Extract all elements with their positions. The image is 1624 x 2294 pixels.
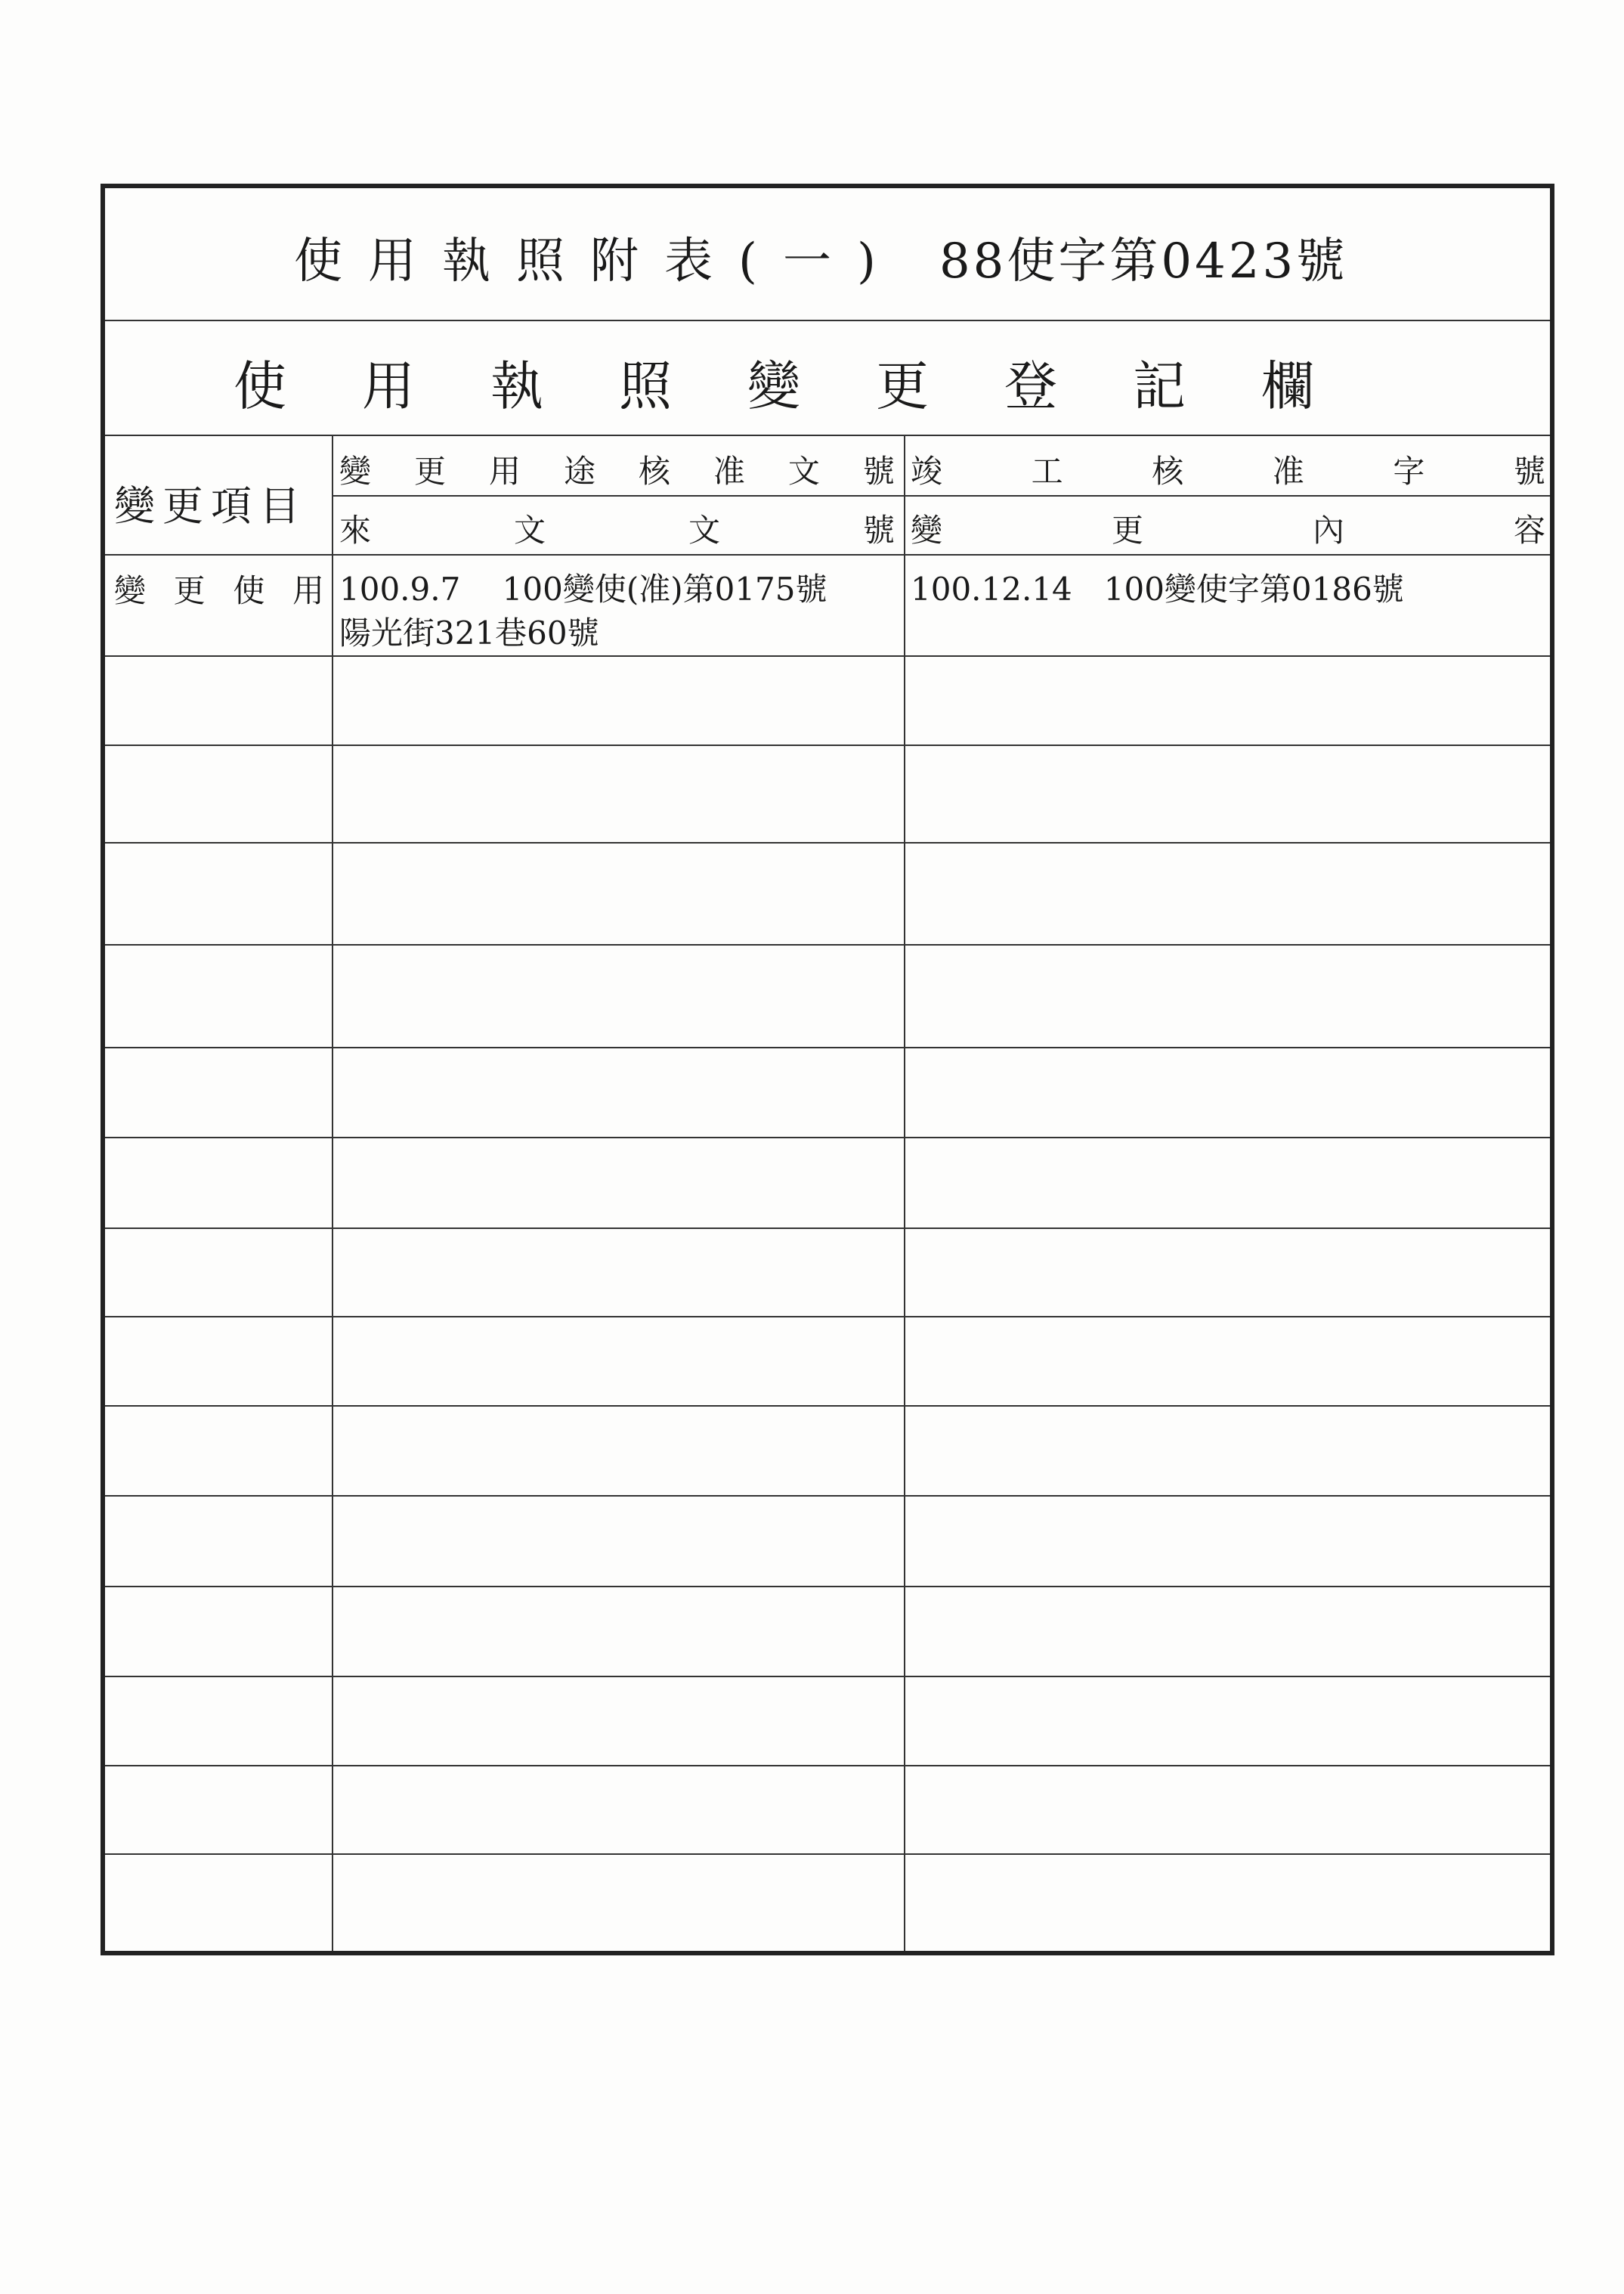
approval-no-char: 更 <box>413 453 446 490</box>
row-item-change-use <box>114 566 324 611</box>
column-header-item: 變更項目 <box>114 482 308 530</box>
change-use-char: 用 <box>292 572 324 609</box>
row-divider <box>105 1853 1550 1855</box>
title-row <box>105 188 1550 321</box>
change-use-char: 更 <box>173 572 206 609</box>
row-divider <box>105 1137 1550 1138</box>
column-header-approval-no <box>339 447 895 492</box>
incoming-no-char: 來 <box>339 512 372 549</box>
section-heading: 使用執照變更登記欄 <box>234 355 1390 417</box>
row-divider <box>105 842 1550 844</box>
change-content-char: 變 <box>911 512 943 549</box>
completion-no-char: 准 <box>1272 453 1304 490</box>
approval-no-char: 核 <box>638 453 670 490</box>
completion-no-char: 工 <box>1031 453 1063 490</box>
page-title <box>294 222 1347 292</box>
row-divider <box>105 944 1550 946</box>
row-divider <box>105 1047 1550 1048</box>
completion-no-char: 號 <box>1513 453 1545 490</box>
approval-no-char: 號 <box>862 453 895 490</box>
approval-no-char: 用 <box>488 453 521 490</box>
row-divider <box>105 1227 1550 1229</box>
license-number: 88使字第0423號 <box>939 234 1348 289</box>
column-header-incoming-no <box>339 506 895 551</box>
change-content-char: 容 <box>1513 512 1545 549</box>
approval-no-char: 准 <box>713 453 745 490</box>
approval-no-char: 文 <box>787 453 820 490</box>
register-grid <box>105 436 1550 1951</box>
column-divider-1 <box>332 436 333 1951</box>
change-use-char: 使 <box>233 572 265 609</box>
incoming-no-char: 號 <box>862 512 895 549</box>
row-divider <box>105 1586 1550 1587</box>
column-header-completion-no <box>911 447 1545 492</box>
completion-no-char: 核 <box>1152 453 1184 490</box>
row-approval-number: 100.9.7 100變使(准)第0175號 <box>339 571 827 608</box>
row-divider <box>105 1676 1550 1677</box>
incoming-no-char: 文 <box>513 512 546 549</box>
row-completion-number: 100.12.14 100變使字第0186號 <box>911 571 1404 608</box>
change-content-char: 內 <box>1312 512 1344 549</box>
change-content-char: 更 <box>1111 512 1143 549</box>
title-prefix: 使用執照附表(一) <box>294 234 902 289</box>
row-divider <box>105 1765 1550 1766</box>
column-divider-2 <box>904 436 905 1951</box>
column-header-change-content <box>911 506 1545 551</box>
row-divider <box>105 1316 1550 1317</box>
completion-no-char: 竣 <box>911 453 943 490</box>
change-use-char: 變 <box>114 572 147 609</box>
row-divider <box>105 655 1550 657</box>
row-divider <box>105 1495 1550 1497</box>
header-bottom-line <box>105 554 1550 556</box>
header-subdivider <box>333 495 1550 497</box>
row-divider <box>105 1405 1550 1407</box>
row-address: 陽光街321巷60號 <box>339 615 599 652</box>
completion-no-char: 字 <box>1393 453 1425 490</box>
approval-no-char: 變 <box>339 453 372 490</box>
approval-no-char: 途 <box>563 453 595 490</box>
heading-row <box>105 321 1550 436</box>
row-divider <box>105 745 1550 746</box>
license-table-frame <box>101 184 1554 1955</box>
incoming-no-char: 文 <box>688 512 720 549</box>
